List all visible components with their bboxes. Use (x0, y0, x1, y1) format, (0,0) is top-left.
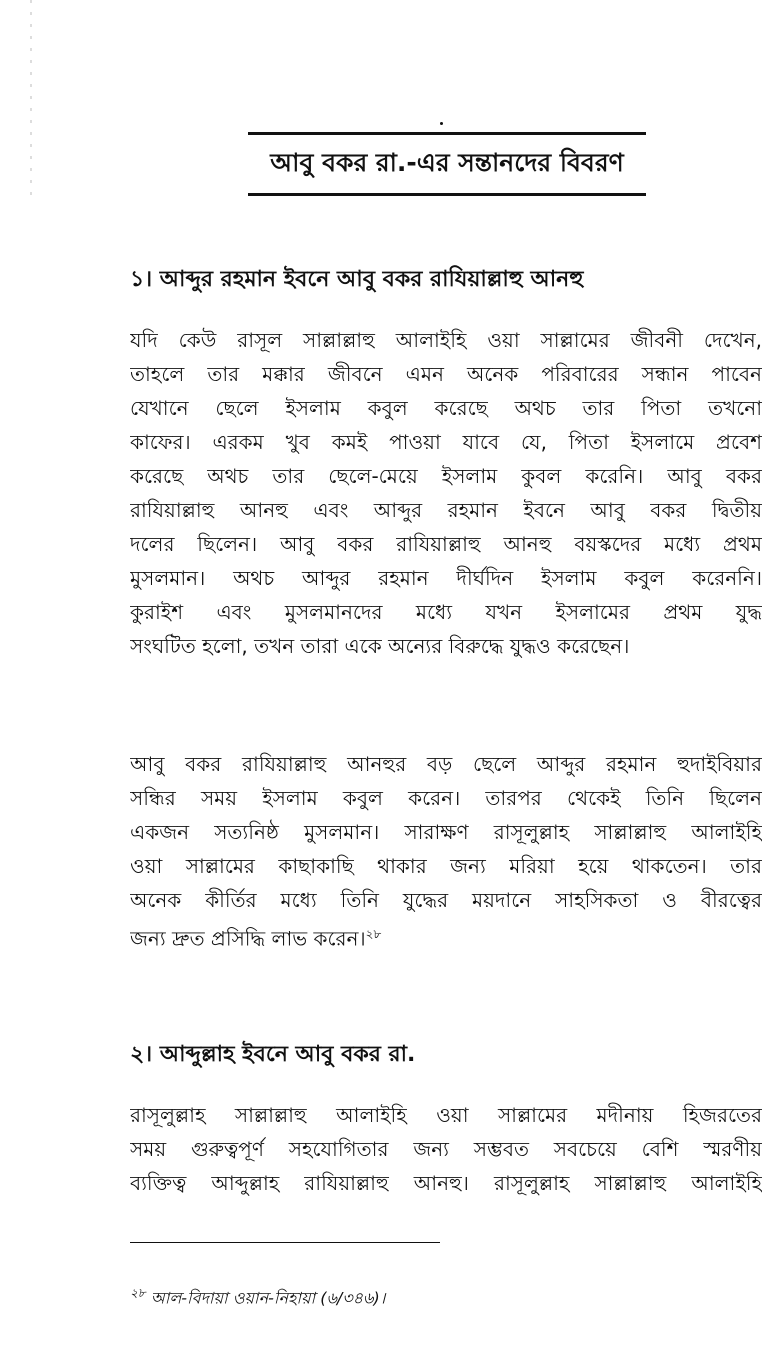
chapter-title: আবু বকর রা.-এর সন্তানদের বিবরণ (270, 147, 624, 177)
footnote-number: ২৮ (130, 1286, 146, 1300)
text-line: দলের ছিলেন। আবু বকর রাযিয়াল্লাহু আনহু বয়স্কদের মধ্যে প্রথম (130, 532, 762, 556)
text-line: আবু বকর রাযিয়াল্লাহু আনহুর বড় ছেলে আব্দুর রহমান হুদাইবিয়ার (130, 752, 762, 776)
text-line: কাফের। এরকম খুব কমই পাওয়া যাবে যে, পিতা ইসলামে প্রবেশ (130, 430, 762, 454)
text-line: সন্ধির সময় ইসলাম কবুল করেন। তারপর থেকেই তিনি ছিলেন (130, 786, 762, 810)
text-line: যদি কেউ রাসূল সাল্লাল্লাহু আলাইহি ওয়া সাল্লামের জীবনী দেখেন, (130, 328, 762, 352)
text-line: একজন সত্যনিষ্ঠ মুসলমান। সারাক্ষণ রাসূলুল্লাহ সাল্লাল্লাহু আলাইহি (130, 820, 762, 844)
section-2-paragraph-1 (130, 1098, 762, 1200)
text-line: জন্য দ্রুত প্রসিদ্ধি লাভ করেন। (130, 926, 366, 951)
text-line: কুরাইশ এবং মুসলমানদের মধ্যে যখন ইসলামের প্রথম যুদ্ধ (130, 600, 762, 624)
text-line: যেখানে ছেলে ইসলাম কবুল করেছে অথচ তার পিতা তখনো (130, 396, 762, 420)
text-line: ব্যক্তিত্ব আব্দুল্লাহ রাযিয়াল্লাহু আনহু। রাসূলুল্লাহ সাল্লাল্লাহু আলাইহি (130, 1171, 762, 1195)
text-line: সময় গুরুত্বপূর্ণ সহযোগিতার জন্য সম্ভবত সবচেয়ে বেশি স্মরণীয় (130, 1137, 762, 1161)
section-1-paragraph-2 (130, 747, 762, 956)
scan-edge-marks (30, 0, 32, 200)
text-line: মুসলমান। অথচ আব্দুর রহমান দীর্ঘদিন ইসলাম কবুল করেননি। (130, 566, 762, 590)
footnote-reference[interactable]: ২৮ (365, 927, 382, 941)
text-line: করেছে অথচ তার ছেলে-মেয়ে ইসলাম কুবল করেনি। আবু বকর (130, 464, 762, 488)
text-line: অনেক কীর্তির মধ্যে তিনি যুদ্ধের ময়দানে সাহসিকতা ও বীরত্বের (130, 888, 762, 912)
section-1-paragraph-1 (130, 323, 762, 663)
text-line: সংঘটিত হলো, তখন তারা একে অন্যের বিরুদ্ধে যুদ্ধও করেছেন। (130, 634, 630, 658)
title-dot (440, 122, 443, 125)
footnote (130, 1285, 385, 1312)
text-line: রাসূলুল্লাহ সাল্লাল্লাহু আলাইহি ওয়া সাল্লামের মদীনায় হিজরতের (130, 1103, 762, 1127)
chapter-title-box (248, 132, 646, 196)
footnote-text: আল-বিদায়া ওয়ান-নিহায়া (৬/৩৪৬)। (150, 1288, 386, 1308)
text-line: রাযিয়াল্লাহু আনহু এবং আব্দুর রহমান ইবনে আবু বকর দ্বিতীয় (130, 498, 762, 522)
section-1-heading: ১। আব্দুর রহমান ইবনে আবু বকর রাযিয়াল্লাহু আনহু (130, 267, 584, 292)
text-line: তাহলে তার মক্কার জীবনে এমন অনেক পরিবারের সন্ধান পাবেন (130, 362, 762, 386)
text-line: ওয়া সাল্লামের কাছাকাছি থাকার জন্য মরিয়া হয়ে থাকতেন। তার (130, 854, 762, 878)
section-2-heading: ২। আব্দুল্লাহ ইবনে আবু বকর রা. (130, 1042, 416, 1067)
footnote-divider (130, 1242, 440, 1243)
text-line-with-footnote (130, 917, 762, 956)
